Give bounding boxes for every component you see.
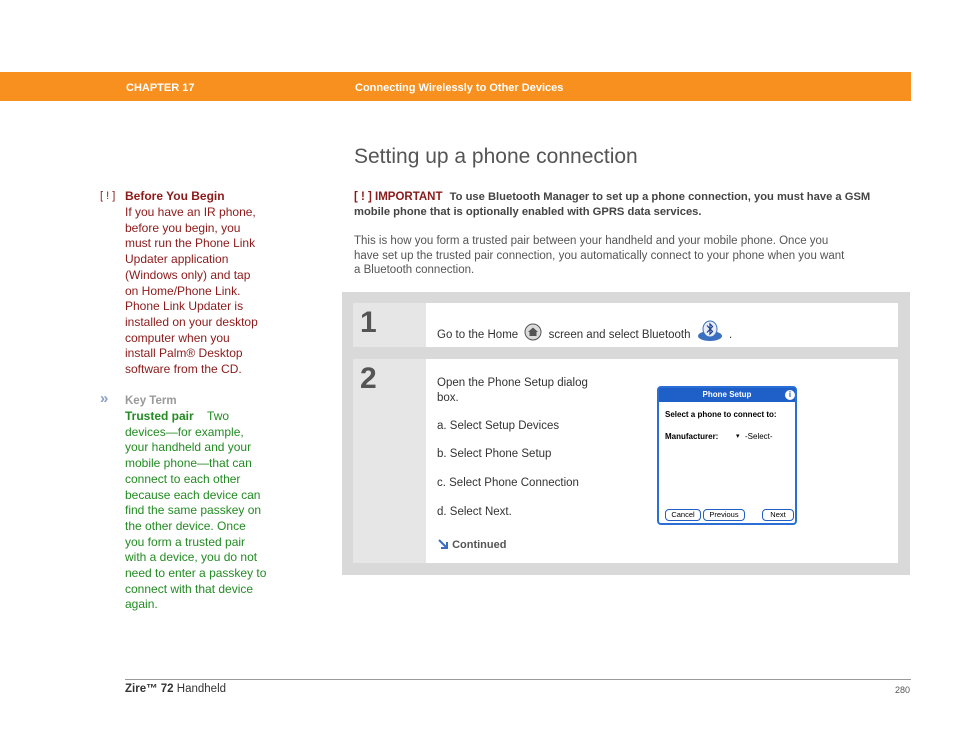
phone-setup-prompt: Select a phone to connect to:	[665, 410, 777, 419]
chapter-label: CHAPTER 17	[126, 82, 195, 94]
key-term-line: devices—for example,	[125, 424, 244, 439]
before-you-begin-heading: Before You Begin	[125, 189, 225, 203]
key-term-line: your handheld and your	[125, 440, 252, 455]
product-name: Zire™ 72	[125, 683, 174, 695]
before-you-begin-line: Updater application	[125, 252, 229, 267]
phone-setup-title: Phone Setup	[659, 388, 795, 402]
alert-icon: [ ! ]	[354, 191, 372, 203]
step-2-item-d: d. Select Next.	[437, 506, 512, 518]
step-1-text-middle: screen and select Bluetooth	[548, 329, 691, 341]
step-2-item-c: c. Select Phone Connection	[437, 477, 579, 489]
step-2-line-1: Open the Phone Setup dialog	[437, 377, 588, 389]
alert-icon: [ ! ]	[100, 190, 116, 202]
before-you-begin-line: (Windows only) and tap	[125, 267, 251, 282]
dropdown-arrow-icon: ▾	[736, 433, 740, 440]
chapter-title: Connecting Wirelessly to Other Devices	[355, 82, 564, 94]
key-term-body	[125, 425, 266, 613]
key-term-first-line: Two	[207, 409, 230, 423]
steps-panel	[342, 292, 910, 575]
step-2-number-cell	[353, 359, 426, 563]
intro-paragraph	[354, 234, 914, 278]
next-button: Next	[762, 509, 794, 521]
key-term-line: connect with that device	[125, 581, 254, 596]
product-suffix: Handheld	[176, 683, 227, 695]
key-term-line: you form a trusted pair	[125, 534, 246, 549]
key-term-line: the other device. Once	[125, 518, 246, 533]
important-label: IMPORTANT	[375, 191, 443, 203]
phone-setup-screenshot	[657, 386, 797, 525]
footer-product	[125, 683, 226, 695]
info-icon: i	[785, 390, 795, 400]
continued-note	[437, 538, 506, 551]
key-term-line: with a device, you do not	[125, 550, 258, 565]
before-you-begin-line: computer when you	[125, 330, 230, 345]
before-you-begin-line: before you begin, you	[125, 220, 241, 235]
manufacturer-select: -Select-	[745, 432, 773, 441]
step-2-number: 2	[360, 362, 377, 395]
step-2-item-a: a. Select Setup Devices	[437, 420, 560, 432]
intro-line-2: have set up the trusted pair connection, you automatically connect to your phone when you want	[354, 249, 845, 262]
before-you-begin-line: software from the CD.	[125, 362, 242, 377]
bluetooth-icon	[696, 320, 724, 342]
before-you-begin-line: must run the Phone Link	[125, 236, 256, 251]
key-term-line: need to enter a passkey to	[125, 566, 267, 581]
important-line-2: mobile phone that is optionally enabled with GPRS data services.	[354, 205, 702, 218]
key-term-line: connect to each other	[125, 471, 241, 486]
key-term-line: because each device can	[125, 487, 261, 502]
intro-line-1: This is how you form a trusted pair between your handheld and your mobile phone. Once you	[354, 235, 829, 247]
footer-rule	[125, 679, 911, 680]
continued-label: Continued	[452, 539, 507, 551]
before-you-begin-line: Phone Link Updater is	[125, 299, 244, 314]
home-icon	[524, 323, 542, 341]
step-1-text-before: Go to the Home	[437, 329, 519, 341]
cancel-button: Cancel	[665, 509, 701, 521]
before-you-begin-line: install Palm® Desktop	[125, 346, 243, 361]
page-number: 280	[894, 685, 910, 695]
key-term-line: mobile phone—that can	[125, 456, 252, 471]
previous-button: Previous	[703, 509, 745, 521]
step-1-number: 1	[360, 306, 377, 339]
key-term-word: Trusted pair	[125, 409, 194, 423]
key-term-heading: Key Term	[125, 395, 177, 407]
step-2-line-2: box.	[437, 392, 459, 404]
key-term-icon: »	[100, 390, 109, 407]
key-term-line: again.	[125, 597, 158, 612]
chapter-header-bar	[0, 72, 911, 101]
before-you-begin-line: installed on your desktop	[125, 314, 258, 329]
step-1-text-after: .	[728, 329, 733, 341]
important-note	[354, 190, 914, 219]
key-term-note	[100, 390, 267, 613]
step-2-item-b: b. Select Phone Setup	[437, 448, 552, 460]
before-you-begin-line: If you have an IR phone,	[125, 205, 256, 219]
important-line-1: To use Bluetooth Manager to set up a phone connection, you must have a GSM	[449, 191, 871, 203]
before-you-begin-body	[125, 205, 258, 378]
step-1-body	[426, 303, 898, 347]
step-1-number-cell	[353, 303, 426, 347]
before-you-begin-note	[100, 189, 258, 378]
manufacturer-label: Manufacturer:	[665, 432, 719, 441]
intro-line-3: a Bluetooth connection.	[354, 264, 475, 276]
key-term-line: find the same passkey on	[125, 503, 262, 518]
before-you-begin-line: on Home/Phone Link.	[125, 283, 241, 298]
arrow-down-right-icon	[437, 538, 449, 550]
page-title: Setting up a phone connection	[354, 145, 638, 168]
